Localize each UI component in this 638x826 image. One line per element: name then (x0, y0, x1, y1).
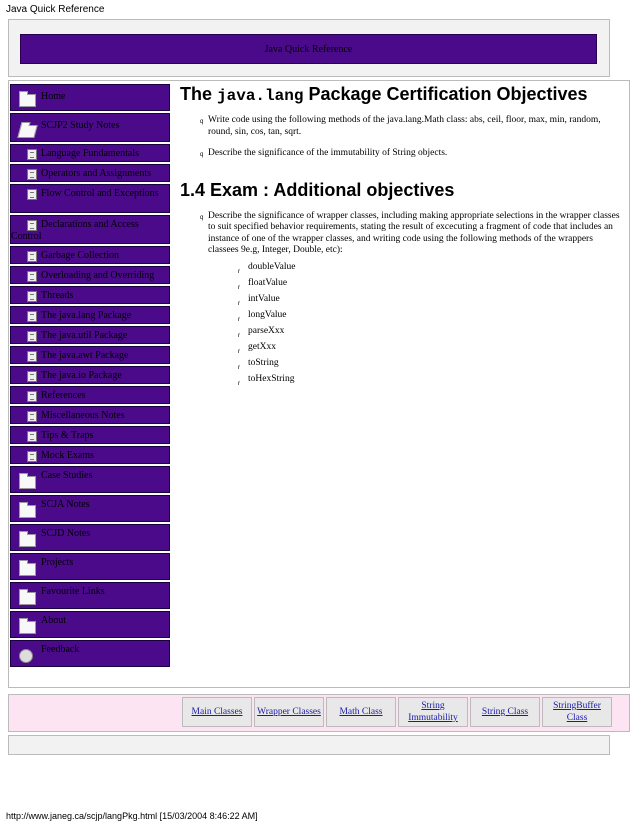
sidebar-item-java-io-package[interactable] (10, 366, 170, 384)
objective-item (180, 211, 625, 387)
sidebar-item-references[interactable] (10, 386, 170, 404)
folder-icon (19, 476, 36, 489)
list-item (238, 259, 625, 275)
link-string-immutability[interactable]: String Immutability (398, 697, 468, 727)
sidebar-item-label: Operators and Assignments (41, 168, 151, 179)
sidebar-item-java-awt-package[interactable] (10, 346, 170, 364)
link-stringbuffer-class[interactable]: StringBuffer Class (542, 697, 612, 727)
folder-icon (19, 563, 36, 576)
document-icon (27, 411, 37, 422)
sidebar-item-threads[interactable] (10, 286, 170, 304)
document-icon (27, 391, 37, 402)
document-icon (27, 331, 37, 342)
sidebar-item-label: The java.awt Package (41, 350, 129, 361)
document-icon (27, 189, 37, 200)
link-main-classes[interactable]: Main Classes (182, 697, 252, 727)
sidebar-item-language-fundamentals[interactable] (10, 144, 170, 162)
document-icon (27, 271, 37, 282)
section-heading-objectives (180, 84, 625, 105)
bullet-icon: r (238, 348, 240, 355)
sidebar-item-garbage-collection[interactable] (10, 246, 170, 264)
sidebar-item-label: SCJA Notes (41, 499, 90, 510)
sidebar-item-java-util-package[interactable] (10, 326, 170, 344)
folder-icon (19, 94, 36, 107)
page-title: Java Quick Reference (6, 4, 105, 15)
objective-text: Write code using the following methods of the java.lang.Math class: abs, ceil, floor, max, min, random, round, sin, cos, tan, sqrt. (208, 115, 601, 137)
sidebar-nav (10, 84, 170, 669)
sidebar-item-label: Tips & Traps (41, 430, 94, 441)
methods-list (208, 259, 625, 387)
sidebar-item-case-studies[interactable] (10, 466, 170, 493)
document-icon (27, 431, 37, 442)
sidebar-item-tips-and-traps[interactable] (10, 426, 170, 444)
footer-url: http://www.janeg.ca/scjp/langPkg.html [15/03/2004 8:46:22 AM] (6, 811, 258, 821)
method-name: parseXxx (248, 325, 285, 336)
sidebar-item-label: Projects (41, 557, 74, 568)
folder-icon (19, 534, 36, 547)
sidebar-item-label: Threads (41, 290, 74, 301)
method-name: toHexString (248, 373, 295, 384)
folder-icon (19, 592, 36, 605)
sidebar-item-label: The java.io Package (41, 370, 122, 381)
bullet-icon: q (200, 214, 204, 221)
link-string-class[interactable]: String Class (470, 697, 540, 727)
objective-text: Describe the significance of wrapper classes, including making appropriate selections in the wrapper classes to suit specified behavior requirements, stating the result of excecuting a fragment of code that includes an instance of one of the wrapper classes, and writing code using the following methods of the wrappers classees 9e.g, Integer, Double, etc): (208, 210, 620, 255)
bullet-icon: q (200, 152, 204, 158)
sidebar-item-scjd-notes[interactable] (10, 524, 170, 551)
method-name: getXxx (248, 341, 276, 352)
document-icon (27, 351, 37, 362)
sidebar-item-operators-and-assignments[interactable] (10, 164, 170, 182)
folder-icon (19, 621, 36, 634)
list-item (238, 371, 625, 387)
folder-icon (19, 505, 36, 518)
sidebar-item-favourite-links[interactable] (10, 582, 170, 609)
globe-icon (19, 649, 33, 663)
document-icon (27, 251, 37, 262)
method-name: floatValue (248, 277, 288, 288)
sidebar-item-mock-exams[interactable] (10, 446, 170, 464)
header-title: Java Quick Reference (264, 43, 353, 55)
objective-item (180, 115, 625, 138)
document-icon (27, 451, 37, 462)
bullet-icon: r (238, 316, 240, 323)
sidebar-item-label: About (41, 615, 66, 626)
link-math-class[interactable]: Math Class (326, 697, 396, 727)
document-icon (27, 291, 37, 302)
list-item (238, 339, 625, 355)
sidebar-item-label: Declarations and Access Control (11, 219, 139, 242)
list-item (238, 275, 625, 291)
sidebar-item-label: Home (41, 91, 66, 102)
sidebar-item-about[interactable] (10, 611, 170, 638)
sidebar-item-label: SCJP2 Study Notes (41, 120, 120, 131)
bullet-icon: r (238, 300, 240, 307)
objective-item (180, 148, 625, 160)
sidebar-item-scja-notes[interactable] (10, 495, 170, 522)
sidebar-item-label: Miscellaneous Notes (41, 410, 125, 421)
bottom-nav-links (182, 697, 612, 727)
sidebar-item-flow-control-and-exceptions[interactable] (10, 184, 170, 213)
sidebar-item-label: The java.lang Package (41, 310, 132, 321)
list-item (238, 323, 625, 339)
bullet-icon: r (238, 380, 240, 387)
bullet-icon: r (238, 364, 240, 371)
sidebar-item-label: Case Studies (41, 470, 93, 481)
header-bar (20, 34, 597, 64)
main-content (180, 84, 625, 397)
sidebar-item-label: Overloading and Overriding (41, 270, 155, 281)
bullet-icon: q (200, 119, 204, 125)
list-item (238, 355, 625, 371)
sidebar-item-java-lang-package[interactable] (10, 306, 170, 324)
sidebar-item-label: The java.util Package (41, 330, 128, 341)
sidebar-item-miscellaneous-notes[interactable] (10, 406, 170, 424)
sidebar-item-feedback[interactable] (10, 640, 170, 667)
bullet-icon: r (238, 284, 240, 291)
sidebar-item-home[interactable] (10, 84, 170, 111)
sidebar-item-declarations-and-access-control[interactable] (10, 215, 170, 244)
method-name: intValue (248, 293, 280, 304)
sidebar-item-scjp2-study-notes[interactable] (10, 113, 170, 142)
heading-text: Package Certification Objectives (303, 84, 588, 104)
method-name: longValue (248, 309, 287, 320)
sidebar-item-projects[interactable] (10, 553, 170, 580)
sidebar-item-label: Garbage Collection (41, 250, 120, 261)
sidebar-item-label: Mock Exams (41, 450, 95, 461)
document-icon (27, 169, 37, 180)
bullet-icon: r (238, 268, 240, 275)
sidebar-item-label: Feedback (41, 644, 80, 655)
link-wrapper-classes[interactable]: Wrapper Classes (254, 697, 324, 727)
sidebar-item-label: References (41, 390, 86, 401)
heading-code: java.lang (217, 87, 304, 105)
sidebar-item-label: Language Fundamentals (41, 148, 140, 159)
sidebar-item-label: Favourite Links (41, 586, 105, 597)
sidebar-item-overloading-and-overriding[interactable] (10, 266, 170, 284)
objective-text: Describe the significance of the immutability of String objects. (208, 148, 448, 158)
document-icon (27, 371, 37, 382)
list-item (238, 291, 625, 307)
method-name: doubleValue (248, 261, 296, 272)
bullet-icon: r (238, 332, 240, 339)
document-icon (27, 220, 37, 231)
folder-open-icon (17, 125, 37, 138)
method-name: toString (248, 357, 279, 368)
empty-bottom-box (8, 735, 610, 755)
document-icon (27, 149, 37, 160)
heading-text: The (180, 84, 218, 104)
sidebar-item-label: Flow Control and Exceptions (41, 188, 159, 199)
sidebar-item-label: SCJD Notes (41, 528, 91, 539)
document-icon (27, 311, 37, 322)
section-heading-additional: 1.4 Exam : Additional objectives (180, 179, 455, 200)
list-item (238, 307, 625, 323)
